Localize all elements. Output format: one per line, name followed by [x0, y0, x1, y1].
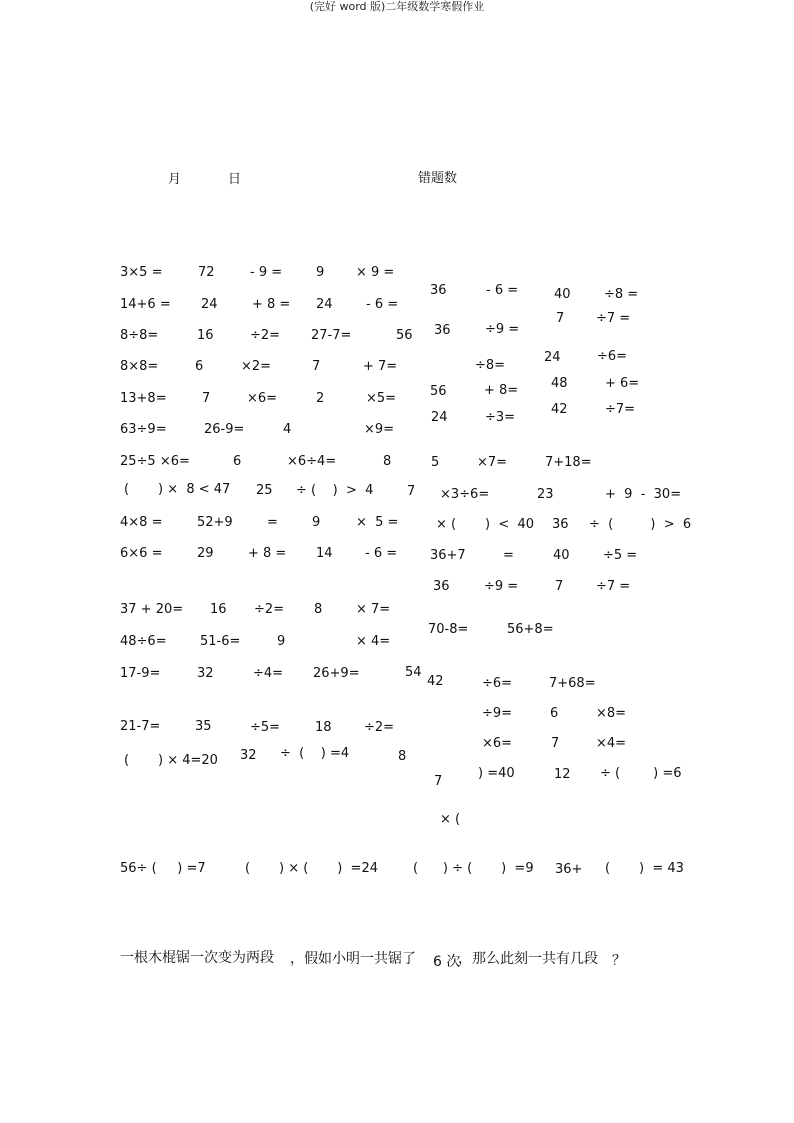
problem-text: ( ) × 4=20	[124, 753, 218, 768]
problem-text: 16	[197, 328, 214, 343]
problem-text: 42	[551, 402, 568, 417]
problem-text: 14+6 =	[120, 297, 171, 312]
problem-text: ÷ ( ) =6	[600, 766, 682, 781]
problem-text: ÷8 =	[604, 287, 639, 302]
problem-text: - 6 =	[366, 297, 399, 312]
problem-text: 5	[431, 455, 440, 470]
problem-text: 7	[202, 391, 211, 406]
problem-text: ÷3=	[485, 410, 516, 425]
problem-text: 25	[256, 483, 273, 498]
problem-text: × 5 =	[356, 515, 399, 530]
problem-text: 36+	[555, 862, 583, 877]
problem-text: 54	[405, 665, 422, 680]
problem-text: ÷6=	[597, 349, 628, 364]
problem-text: 24	[201, 297, 218, 312]
problem-text: 63÷9=	[120, 422, 167, 437]
problem-text: 9	[316, 265, 325, 280]
problem-text: ( ) × ( ) =24	[245, 861, 378, 876]
problem-text: ×7=	[477, 455, 508, 470]
problem-text: ÷8=	[475, 358, 506, 373]
problem-text: 24	[316, 297, 333, 312]
problem-text: 8	[398, 749, 407, 764]
problem-text: 6×6 =	[120, 546, 163, 561]
problem-text: 4	[283, 422, 292, 437]
problem-text: ÷7 =	[596, 579, 631, 594]
problem-text: 51-6=	[200, 634, 241, 649]
problem-text: - 6 =	[365, 546, 398, 561]
problem-text: 6	[195, 359, 204, 374]
problem-text: × 4=	[356, 634, 391, 649]
problem-text: ×6=	[482, 736, 513, 751]
problem-text: 16	[210, 602, 227, 617]
problem-text: ÷9=	[482, 706, 513, 721]
problem-text: 56	[396, 328, 413, 343]
problem-text: + 9 - 30=	[605, 487, 682, 502]
problem-text: + 7=	[363, 359, 398, 374]
problem-text: ) =40	[478, 766, 515, 781]
problem-text: 72	[198, 265, 215, 280]
problem-text: 29	[197, 546, 214, 561]
word-problem-text: ？	[612, 953, 626, 969]
problem-text: 56	[430, 384, 447, 399]
problem-text: + 8 =	[252, 297, 291, 312]
problem-text: ×8=	[596, 706, 627, 721]
problem-text: 7	[555, 579, 564, 594]
problem-text: ×5=	[366, 391, 397, 406]
problem-text: 48	[551, 376, 568, 391]
problem-text: 8÷8=	[120, 328, 159, 343]
problem-text: ( ) × 8 < 47	[124, 482, 231, 497]
problem-text: 56÷ ( ) =7	[120, 861, 206, 876]
problem-text: ÷5 =	[603, 548, 638, 563]
problem-text: + 8 =	[248, 546, 287, 561]
problem-text: 14	[316, 546, 333, 561]
problem-text: ÷7 =	[596, 311, 631, 326]
month-label: 月	[168, 172, 182, 187]
problem-text: ÷5=	[250, 720, 281, 735]
problem-text: 27-7=	[311, 328, 352, 343]
problem-text: ×6=	[247, 391, 278, 406]
problem-text: ( ) ÷ ( ) =9	[413, 861, 534, 876]
problem-text: ÷9 =	[485, 322, 520, 337]
problem-text: + 6=	[605, 376, 640, 391]
error-count-label: 错题数	[418, 171, 458, 186]
problem-text: 24	[431, 410, 448, 425]
problem-text: 26+9=	[313, 666, 360, 681]
problem-text: 3×5 =	[120, 265, 163, 280]
problem-text: 13+8=	[120, 391, 167, 406]
problem-text: 9	[312, 515, 321, 530]
problem-text: ×9=	[364, 422, 395, 437]
problem-text: ( ) = 43	[605, 861, 684, 876]
problem-text: 21-7=	[120, 719, 161, 734]
problem-text: 7	[312, 359, 321, 374]
problem-text: ×2=	[241, 359, 272, 374]
problem-text: 9	[277, 634, 286, 649]
problem-text: ÷2=	[250, 328, 281, 343]
problem-text: 26-9=	[204, 422, 245, 437]
problem-text: ) < 40	[485, 517, 535, 532]
problem-text: =	[267, 515, 278, 530]
problem-text: ×3÷6=	[440, 487, 490, 502]
problem-text: ÷4=	[253, 666, 284, 681]
problem-text: ÷ ( ) > 6	[589, 517, 692, 532]
problem-text: 24	[544, 350, 561, 365]
problem-text: 36	[433, 579, 450, 594]
word-problem-text: 一根木棍锯一次变为两段	[120, 950, 274, 966]
problem-text: 40	[553, 548, 570, 563]
problem-text: 52+9	[197, 515, 233, 530]
problem-text: 7	[551, 736, 560, 751]
problem-text: × 7=	[356, 602, 391, 617]
problem-text: 36+7	[430, 548, 466, 563]
problem-text: 35	[195, 719, 212, 734]
problem-text: 7+68=	[549, 676, 596, 691]
problem-text: 17-9=	[120, 666, 161, 681]
problem-text: 42	[427, 674, 444, 689]
problem-text: 48÷6=	[120, 634, 167, 649]
problem-text: 8	[383, 454, 392, 469]
problem-text: 32	[197, 666, 214, 681]
problem-text: 40	[554, 287, 571, 302]
problem-text: 8	[314, 602, 323, 617]
problem-text: 25÷5 ×6=	[120, 454, 190, 469]
problem-text: 36	[552, 517, 569, 532]
problem-text: 70-8=	[428, 622, 469, 637]
problem-text: 36	[430, 283, 447, 298]
problem-text: 23	[537, 487, 554, 502]
problem-text: + 8=	[484, 383, 519, 398]
problem-text: - 9 =	[250, 265, 283, 280]
problem-text: ÷9 =	[484, 579, 519, 594]
problem-text: 2	[316, 391, 325, 406]
problem-text: × (	[440, 812, 461, 827]
problem-text: 32	[240, 748, 257, 763]
problem-text: ÷2=	[254, 602, 285, 617]
problem-text: ÷ ( ) =4	[280, 746, 350, 761]
problem-text: 12	[554, 767, 571, 782]
problem-text: 36	[434, 323, 451, 338]
problem-text: =	[503, 548, 514, 563]
problem-text: 7	[407, 484, 416, 499]
problem-text: ×4=	[596, 736, 627, 751]
problem-text: 7+18=	[545, 455, 592, 470]
problem-text: × 9 =	[356, 265, 395, 280]
problem-text: × (	[436, 517, 457, 532]
problem-text: ÷7=	[605, 402, 636, 417]
problem-text: 6	[550, 706, 559, 721]
document-header: (完好 word 版)二年级数学寒假作业	[309, 0, 485, 13]
word-problem-text: ，那么此刻一共有几段	[458, 951, 598, 967]
day-label: 日	[228, 172, 242, 187]
problem-text: ÷2=	[364, 720, 395, 735]
problem-text: 7	[556, 311, 565, 326]
word-problem-text: 6 次	[433, 954, 461, 970]
problem-text: - 6 =	[486, 283, 519, 298]
problem-text: 6	[233, 454, 242, 469]
word-problem-text: ，假如小明一共锯了	[290, 951, 416, 967]
problem-text: ×6÷4=	[287, 454, 337, 469]
problem-text: 56+8=	[507, 622, 554, 637]
problem-text: ÷ ( ) > 4	[296, 483, 374, 498]
problem-text: 4×8 =	[120, 515, 163, 530]
problem-text: ÷6=	[482, 676, 513, 691]
problem-text: 37 + 20=	[120, 602, 184, 617]
problem-text: 7	[434, 774, 443, 789]
problem-text: 8×8=	[120, 359, 159, 374]
problem-text: 18	[315, 720, 332, 735]
